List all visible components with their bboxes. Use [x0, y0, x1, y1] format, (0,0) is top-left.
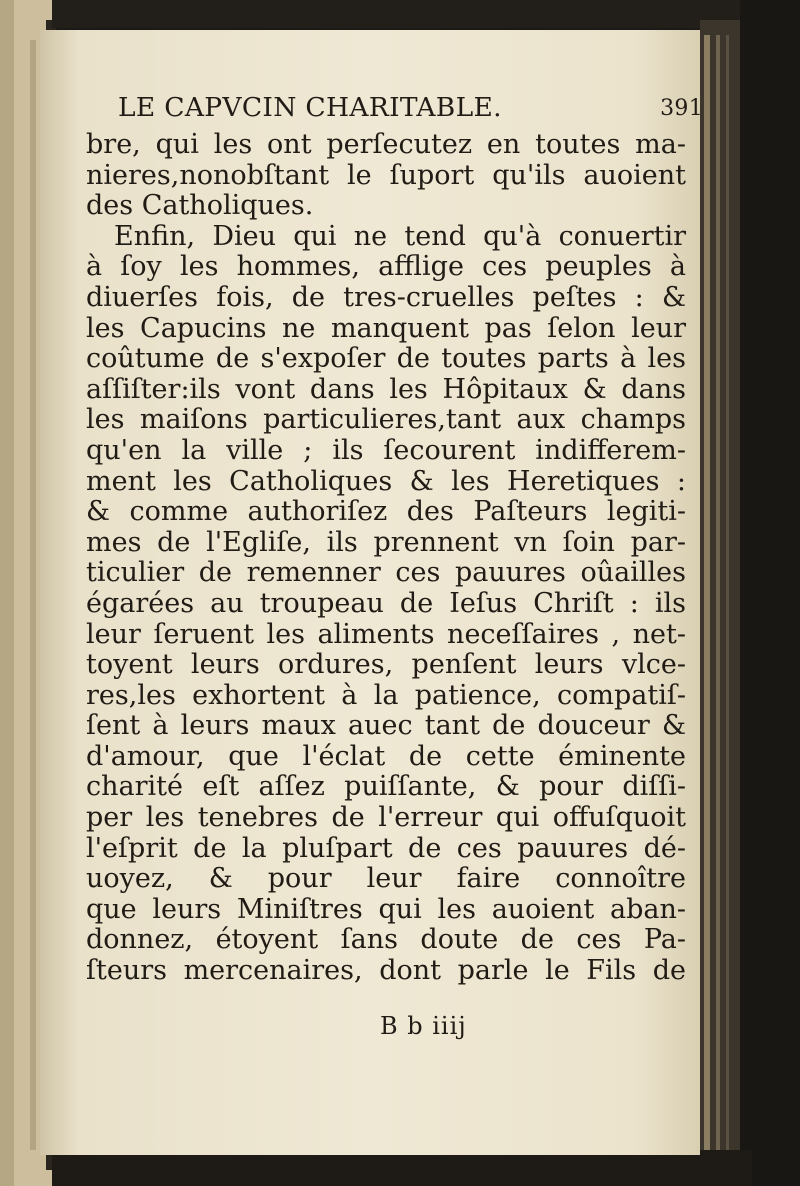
text-line: coûtume de s'expoſer de toutes parts à les: [86, 343, 686, 375]
signature-mark: B b iiij: [380, 1012, 467, 1040]
text-line: nieres,nonobſtant le ſuport qu'ils auoient: [86, 159, 686, 191]
text-line: leur ſeruent les aliments neceſſaires , net-: [86, 618, 686, 650]
text-line: les Capucins ne manquent pas ſelon leur: [86, 312, 686, 344]
text-line: & comme authoriſez des Paſteurs legiti-: [86, 496, 686, 528]
text-line: ment les Catholiques & les Heretiques :: [86, 465, 686, 497]
text-line: que leurs Miniſtres qui les auoient aban-: [86, 893, 686, 925]
text-line: uoyez, & pour leur faire connoître: [86, 863, 686, 895]
text-line: égarées au troupeau de Ieſus Chriſt : ils: [86, 587, 686, 619]
running-title: LE CAPVCIN CHARITABLE.: [118, 92, 502, 123]
text-line: qu'en la ville ; ils ſecourent indifferem-: [86, 434, 686, 466]
text-line: à ſoy les hommes, afflige ces peuples à: [86, 251, 686, 283]
text-line: bre, qui les ont perſecutez en toutes ma-: [86, 129, 686, 160]
page-number: 391: [660, 96, 703, 121]
text-line: des Catholiques.: [86, 190, 314, 222]
text-line: mes de l'Egliſe, ils prennent vn ſoin par-: [86, 526, 686, 558]
text-line: ſteurs mercenaires, dont parle le Fils de: [86, 955, 686, 987]
text-line: donnez, étoyent ſans doute de ces Pa-: [86, 924, 686, 956]
text-line: res,les exhortent à la patience, compatiſ-: [86, 679, 686, 711]
text-line: ticulier de remenner ces pauures oûailles: [86, 557, 686, 589]
text-line: per les tenebres de l'erreur qui offuſquoit: [86, 802, 686, 834]
text-line: toyent leurs ordures, penſent leurs vlce-: [86, 649, 686, 681]
text-line: l'eſprit de la pluſpart de ces pauures dé-: [86, 832, 686, 864]
page-body-text: [86, 130, 686, 987]
text-line: ſent à leurs maux auec tant de douceur &: [86, 710, 686, 742]
text-line: charité eſt aſſez puiſſante, & pour diſſi-: [86, 771, 686, 803]
running-header: [118, 92, 703, 123]
text-line: les maiſons particulieres,tant aux champs: [86, 404, 686, 436]
text-line: d'amour, que l'éclat de cette éminente: [86, 740, 686, 772]
text-line: aſſiſter:ils vont dans les Hôpitaux & dans: [86, 373, 686, 405]
paragraph-start-line: Enfin, Dieu qui ne tend qu'à conuertir: [114, 220, 686, 252]
text-line: diuerſes fois, de tres-cruelles peſtes : &: [86, 281, 686, 313]
